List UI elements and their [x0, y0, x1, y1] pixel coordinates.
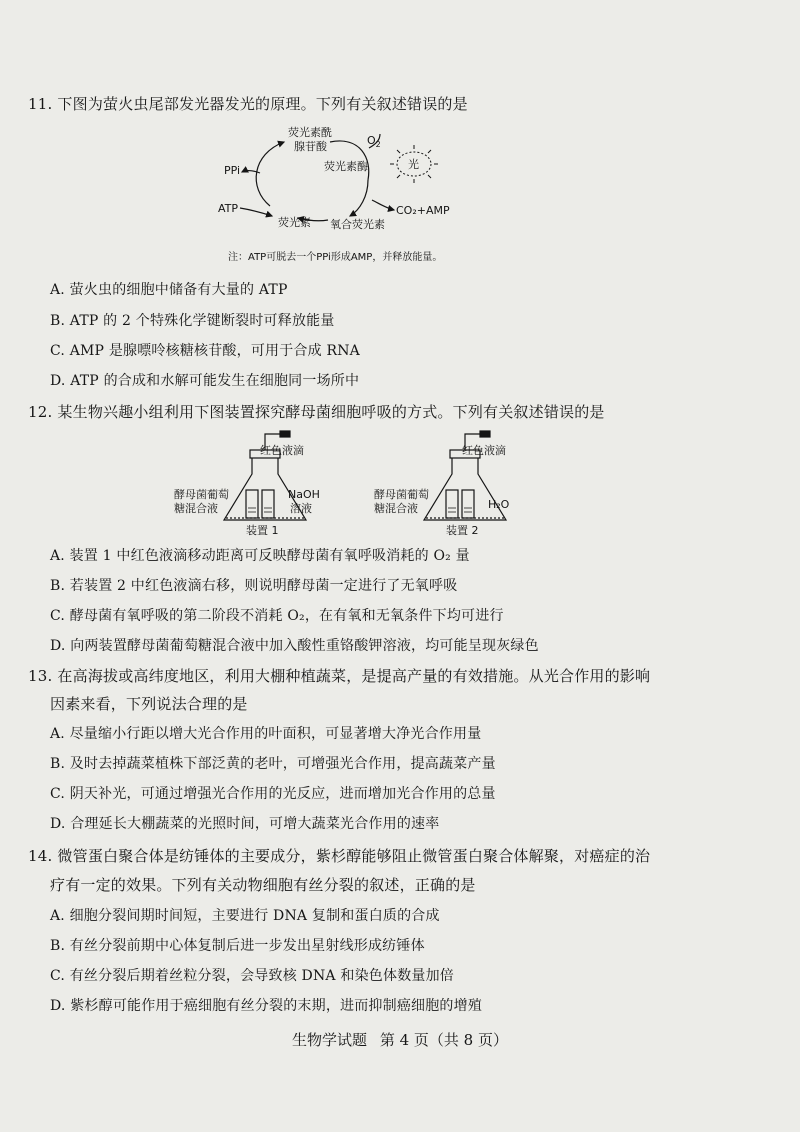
- device-1-drop-label: 红色液滴: [260, 444, 304, 457]
- q13-option-d: D. 合理延长大棚蔬菜的光照时间，可增大蔬菜光合作用的速率: [50, 816, 440, 832]
- page-footer: [0, 1029, 800, 1050]
- q14-option-d: D. 紫杉醇可能作用于癌细胞有丝分裂的末期，进而抑制癌细胞的增殖: [50, 998, 483, 1014]
- q14-option-c: C. 有丝分裂后期着丝粒分裂，会导致核 DNA 和染色体数量加倍: [50, 968, 454, 984]
- luciferin-label: 荧光素: [278, 216, 311, 229]
- q11-stem: 11. 下图为萤火虫尾部发光器发光的原理。下列有关叙述错误的是: [28, 95, 468, 113]
- solution-label: 溶液: [290, 502, 312, 515]
- co2-amp-label: CO₂+AMP: [396, 204, 450, 217]
- complex-label-1: 荧光素酰: [288, 126, 332, 139]
- q13-stem-line-2: 因素来看，下列说法合理的是: [50, 695, 248, 713]
- q13-stem-line-1: 13. 在高海拔或高纬度地区，利用大棚种植蔬菜，是提高产量的有效措施。从光合作用的影响: [28, 667, 651, 685]
- device-2-caption: 装置 2: [446, 524, 479, 537]
- complex-label-2: 腺苷酸: [294, 140, 327, 153]
- device-1-mix-label-1: 酵母菌葡萄: [174, 488, 229, 501]
- enzyme-label: 荧光素酶: [324, 160, 368, 173]
- naoh-label: NaOH: [288, 488, 320, 501]
- q14-option-a: A. 细胞分裂间期时间短，主要进行 DNA 复制和蛋白质的合成: [50, 908, 440, 924]
- q12-option-a: A. 装置 1 中红色液滴移动距离可反映酵母菌有氧呼吸消耗的 O₂ 量: [50, 548, 470, 564]
- q13-option-a: A. 尽量缩小行距以增大光合作用的叶面积，可显著增大净光合作用量: [50, 726, 482, 742]
- q11-figure-note: 注：ATP可脱去一个PPi形成AMP，并释放能量。: [228, 252, 443, 263]
- o2-label: $O_2$: [367, 134, 381, 149]
- q11-figure: [200, 118, 500, 268]
- q14-stem-line-2: 疗有一定的效果。下列有关动物细胞有丝分裂的叙述，正确的是: [50, 876, 476, 894]
- footer-subject: 生物学试题: [292, 1031, 368, 1049]
- footer-page-number: 第 4 页（共 8 页）: [379, 1031, 508, 1049]
- q11-option-b: B. ATP 的 2 个特殊化学键断裂时可释放能量: [50, 313, 335, 329]
- q12-figure: [160, 428, 540, 538]
- oxyluciferin-label: 氧合荧光素: [330, 218, 385, 231]
- device-1-mix-label-2: 糖混合液: [174, 502, 218, 515]
- q11-option-c: C. AMP 是腺嘌呤核糖核苷酸，可用于合成 RNA: [50, 343, 360, 359]
- q13-option-c: C. 阴天补光，可通过增强光合作用的光反应，进而增加光合作用的总量: [50, 786, 496, 802]
- q12-option-c: C. 酵母菌有氧呼吸的第二阶段不消耗 O₂，在有氧和无氧条件下均可进行: [50, 608, 504, 624]
- atp-label: ATP: [218, 202, 239, 215]
- q11-option-d: D. ATP 的合成和水解可能发生在细胞同一场所中: [50, 373, 360, 389]
- h2o-label: H₂O: [488, 498, 510, 511]
- q12-option-b: B. 若装置 2 中红色液滴右移，则说明酵母菌一定进行了无氧呼吸: [50, 578, 458, 594]
- ppi-label: PPi: [224, 164, 241, 177]
- device-2-mix-label-2: 糖混合液: [374, 502, 418, 515]
- q13-option-b: B. 及时去掉蔬菜植株下部泛黄的老叶，可增强光合作用，提高蔬菜产量: [50, 756, 496, 772]
- device-1-caption: 装置 1: [246, 524, 279, 537]
- light-label: 光: [408, 158, 419, 171]
- q12-stem: 12. 某生物兴趣小组利用下图装置探究酵母菌细胞呼吸的方式。下列有关叙述错误的是: [28, 403, 605, 421]
- device-2-drop-label: 红色液滴: [462, 444, 506, 457]
- q14-option-b: B. 有丝分裂前期中心体复制后进一步发出星射线形成纺锤体: [50, 938, 425, 954]
- q12-option-d: D. 向两装置酵母菌葡萄糖混合液中加入酸性重铬酸钾溶液，均可能呈现灰绿色: [50, 638, 539, 654]
- q11-option-a: A. 萤火虫的细胞中储备有大量的 ATP: [50, 282, 288, 298]
- q14-stem-line-1: 14. 微管蛋白聚合体是纺锤体的主要成分，紫杉醇能够阻止微管蛋白聚合体解聚，对癌症的治: [28, 847, 651, 865]
- device-2-mix-label-1: 酵母菌葡萄: [374, 488, 429, 501]
